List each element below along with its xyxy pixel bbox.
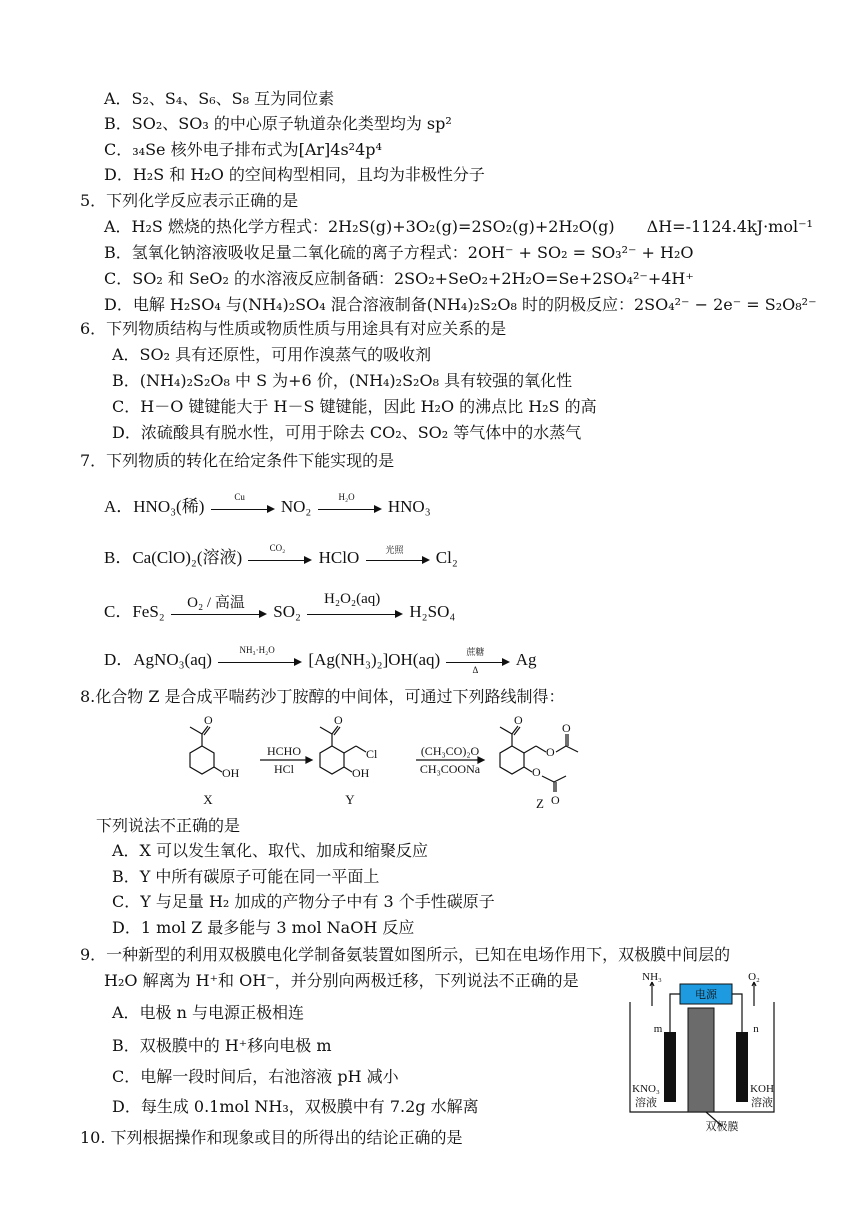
y-carbonyl-o: O: [334, 713, 343, 727]
label-z: Z: [536, 796, 544, 811]
q8-stem: 8.化合物 Z 是合成平喘药沙丁胺醇的中间体，可通过下列路线制得：: [80, 687, 565, 706]
y-cl: Cl: [366, 747, 378, 761]
z-ester-o4: O: [551, 793, 560, 807]
q9-option-a: A．电极 n 与电源正极相连: [112, 1003, 305, 1022]
q6-option-d: D．浓硫酸具有脱水性，可用于除去 CO₂、SO₂ 等气体中的水蒸气: [112, 423, 582, 442]
q8-option-b: B．Y 中所有碳原子可能在同一平面上: [112, 867, 380, 886]
right-solution-label2: 溶液: [751, 1097, 773, 1109]
nh3-label: NH₃: [642, 971, 662, 983]
z-carbonyl-o: O: [514, 713, 523, 727]
q7-option-c: C．FeS₂ O₂ / 高温 SO₂ H₂O₂(aq) H₂SO₄: [104, 591, 456, 621]
q8-option-c: C．Y 与足量 H₂ 加成的产物分子中有 3 个手性碳原子: [112, 892, 495, 911]
power-label: 电源: [695, 989, 717, 1001]
q4-option-b: B．SO₂、SO₃ 的中心原子轨道杂化类型均为 sp²: [104, 114, 452, 133]
label-y: Y: [345, 792, 355, 807]
y-oh: OH: [352, 766, 370, 780]
q4-option-a: A．S₂、S₄、S₆、S₈ 互为同位素: [104, 89, 335, 108]
left-solution-label2: 溶液: [635, 1097, 657, 1109]
reagent2-bottom: CH₃COONa: [419, 762, 481, 776]
bipolar-membrane: [688, 1008, 714, 1112]
q5-option-a: A．H₂S 燃烧的热化学方程式：2H₂S(g)+3O₂(g)=2SO₂(g)+2H₂O(g) ΔH=-1124.4kJ·mol⁻¹: [104, 217, 813, 236]
q9-option-d: D．每生成 0.1mol NH₃，双极膜中有 7.2g 水解离: [112, 1097, 479, 1116]
right-solution-label1: KOH: [750, 1083, 774, 1095]
x-carbonyl-o: O: [204, 713, 213, 727]
z-ester-o2: O: [562, 721, 571, 735]
electrode-n: [736, 1032, 748, 1102]
q5-option-b: B．氢氧化钠溶液吸收足量二氧化硫的离子方程式：2OH⁻ + SO₂ = SO₃²⁻ + H₂O: [104, 243, 694, 262]
q6-stem: 6．下列物质结构与性质或物质性质与用途具有对应关系的是: [80, 319, 507, 338]
label-x: X: [203, 792, 213, 807]
electrolysis-cell-diagram: [622, 970, 782, 1132]
q6-option-b: B．(NH₄)₂S₂O₈ 中 S 为+6 价，(NH₄)₂S₂O₈ 具有较强的氧化性: [112, 371, 573, 390]
z-ester-o3: O: [532, 765, 541, 779]
q4-option-d: D．H₂S 和 H₂O 的空间构型相同，且均为非极性分子: [104, 165, 485, 184]
q7-option-a: A．HNO₃(稀) Cu NO₂ H₂O HNO₃: [104, 492, 431, 516]
q4-option-c: C．₃₄Se 核外电子排布式为[Ar]4s²4p⁴: [104, 140, 382, 159]
o2-label: O₂: [748, 971, 760, 983]
z-ester-o1: O: [546, 745, 555, 759]
n-label: n: [753, 1023, 759, 1035]
q7-option-b: B．Ca(ClO)₂(溶液) CO₂ HClO 光照 Cl₂: [104, 543, 458, 567]
x-oh: OH: [222, 766, 240, 780]
q7-stem: 7．下列物质的转化在给定条件下能实现的是: [80, 451, 395, 470]
q5-stem: 5．下列化学反应表示正确的是: [80, 191, 299, 210]
left-solution-label1: KNO₃: [632, 1083, 660, 1095]
q9-stem-line2: H₂O 解离为 H⁺和 OH⁻，并分别向两极迁移，下列说法不正确的是: [104, 971, 579, 990]
synthesis-route-diagram: [160, 712, 630, 812]
reagent1-top: HCHO: [266, 744, 302, 758]
q8-sub-stem: 下列说法不正确的是: [96, 816, 241, 835]
reagent1-bottom: HCl: [273, 762, 295, 776]
q9-option-c: C．电解一段时间后，右池溶液 pH 减小: [112, 1067, 399, 1086]
m-label: m: [653, 1023, 663, 1035]
membrane-label: 双极膜: [705, 1121, 739, 1132]
q6-option-a: A．SO₂ 具有还原性，可用作溴蒸气的吸收剂: [112, 345, 432, 364]
q6-option-c: C．H－O 键键能大于 H－S 键键能，因此 H₂O 的沸点比 H₂S 的高: [112, 397, 597, 416]
q9-option-b: B．双极膜中的 H⁺移向电极 m: [112, 1036, 332, 1055]
q8-option-d: D．1 mol Z 最多能与 3 mol NaOH 反应: [112, 918, 415, 937]
electrode-m: [664, 1032, 676, 1102]
q8-option-a: A．X 可以发生氧化、取代、加成和缩聚反应: [112, 841, 429, 860]
reagent2-top: (CH₃CO)₂O: [420, 744, 480, 758]
q5-option-c: C．SO₂ 和 SeO₂ 的水溶液反应制备硒：2SO₂+SeO₂+2H₂O=Se+2SO₄²⁻+4H⁺: [104, 269, 694, 288]
q10-stem: 10. 下列根据操作和现象或目的所得出的结论正确的是: [80, 1128, 463, 1147]
q7-option-d: D．AgNO₃(aq) NH₃·H₂O [Ag(NH₃)₂]OH(aq) 蔗糖 Δ Ag: [104, 645, 537, 676]
q5-option-d: D．电解 H₂SO₄ 与(NH₄)₂SO₄ 混合溶液制备(NH₄)₂S₂O₈ 时的阴极反应：2SO₄²⁻ − 2e⁻ = S₂O₈²⁻: [104, 295, 817, 314]
q9-stem-line1: 9．一种新型的利用双极膜电化学制备氨装置如图所示，已知在电场作用下，双极膜中间层的: [80, 945, 731, 964]
